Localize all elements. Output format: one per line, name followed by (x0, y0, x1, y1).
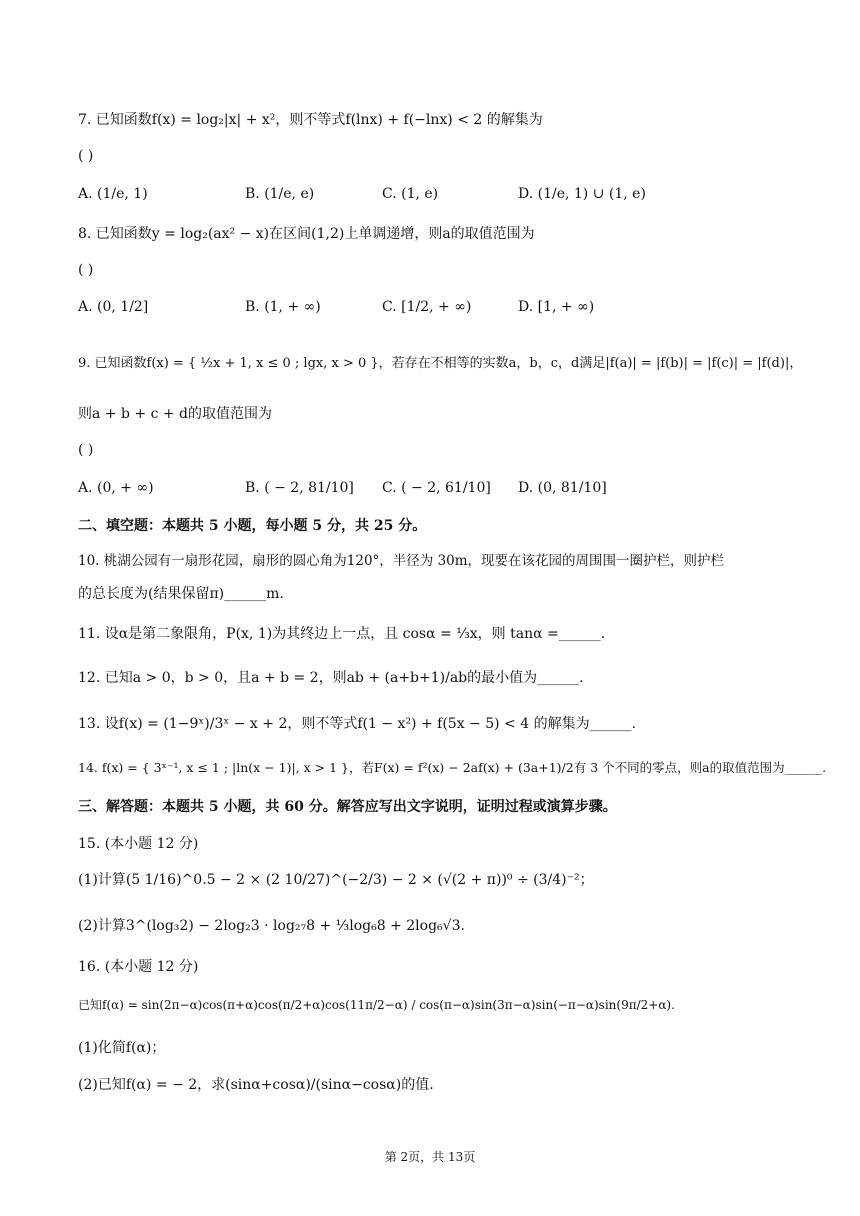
q7-paren: ( ) (78, 148, 94, 164)
q12-text: 12. 已知a > 0，b > 0，且a + b = 2，则ab + (a+b+1)/ab的最小值为______. (78, 670, 584, 686)
q7-option-b: B. (1/e, e) (245, 186, 315, 202)
page-footer: 第 2页，共 13页 (384, 1150, 476, 1164)
q8-paren: ( ) (78, 262, 94, 278)
q10-line-2: 的总长度为(结果保留π)______m. (78, 586, 284, 602)
q16-part-2: (2)已知f(α) = − 2，求(sinα+cosα)/(sinα−cosα)的值. (78, 1077, 434, 1093)
q16-part-1: (1)化简f(α)； (78, 1040, 166, 1056)
q9-paren: ( ) (78, 442, 94, 458)
q16-given: 已知f(α) = sin(2π−α)cos(π+α)cos(π/2+α)cos(11π/2−α) / cos(π−α)sin(3π−α)sin(−π−α)sin(9π/2+α). (78, 998, 675, 1012)
q11-text: 11. 设α是第二象限角，P(x, 1)为其终边上一点，且 cosα = ⅓x，则 tanα =______. (78, 626, 606, 642)
q7-option-d: D. (1/e, 1) ∪ (1, e) (518, 186, 646, 202)
section-fill-in-title: 二、填空题：本题共 5 小题，每小题 5 分，共 25 分。 (78, 518, 427, 534)
q15-head: 15. (本小题 12 分) (78, 836, 199, 852)
q8-stem: 8. 已知函数y = log₂(ax² − x)在区间(1,2)上单调递增，则a的取值范围为 (78, 226, 535, 242)
q8-option-c: C. [1/2, + ∞) (382, 299, 472, 315)
q16-head: 16. (本小题 12 分) (78, 959, 199, 975)
q7-option-c: C. (1, e) (382, 186, 439, 202)
q9-option-b: B. ( − 2, 81/10] (245, 480, 354, 496)
q15-part-1: (1)计算(5 1/16)^0.5 − 2 × (2 10/27)^(−2/3) − 2 × (√(2 + π))⁰ ÷ (3/4)⁻²； (78, 872, 594, 888)
q8-option-b: B. (1, + ∞) (245, 299, 321, 315)
q9-option-c: C. ( − 2, 61/10] (382, 480, 491, 496)
q15-part-2: (2)计算3^(log₃2) − 2log₂3 · log₂₇8 + ⅓log₆8 + 2log₆√3. (78, 918, 465, 934)
q10-line-1: 10. 桃湖公园有一扇形花园，扇形的圆心角为120°，半径为 30m，现要在该花园的周围围一圈护栏，则护栏 (78, 553, 725, 569)
q13-text: 13. 设f(x) = (1−9ˣ)/3ˣ − x + 2，则不等式f(1 − x²) + f(5x − 5) < 4 的解集为______. (78, 716, 637, 732)
q9-stem: 9. 已知函数f(x) = { ½x + 1, x ≤ 0 ; lgx, x > 0 }，若存在不相等的实数a，b，c，d满足|f(a)| = |f(b)| = |f(c)| = |f(d)|， (78, 356, 803, 371)
q7-option-a: A. (1/e, 1) (78, 186, 148, 202)
q8-option-a: A. (0, 1/2] (78, 299, 149, 315)
q7-stem: 7. 已知函数f(x) = log₂|x| + x²，则不等式f(lnx) + f(−lnx) < 2 的解集为 (78, 112, 543, 128)
q14-text: 14. f(x) = { 3ˣ⁻¹, x ≤ 1 ; |ln(x − 1)|, x > 1 }，若F(x) = f²(x) − 2af(x) + (3a+1)/2有 3 个不同的零点，则a的取值范围为______. (78, 760, 827, 775)
q9-option-d: D. (0, 81/10] (518, 480, 607, 496)
section-solutions-title: 三、解答题：本题共 5 小题，共 60 分。解答应写出文字说明，证明过程或演算步骤。 (78, 799, 617, 815)
q9-option-a: A. (0, + ∞) (78, 480, 154, 496)
q9-stem-2: 则a + b + c + d的取值范围为 (78, 406, 273, 422)
q8-option-d: D. [1, + ∞) (518, 299, 595, 315)
